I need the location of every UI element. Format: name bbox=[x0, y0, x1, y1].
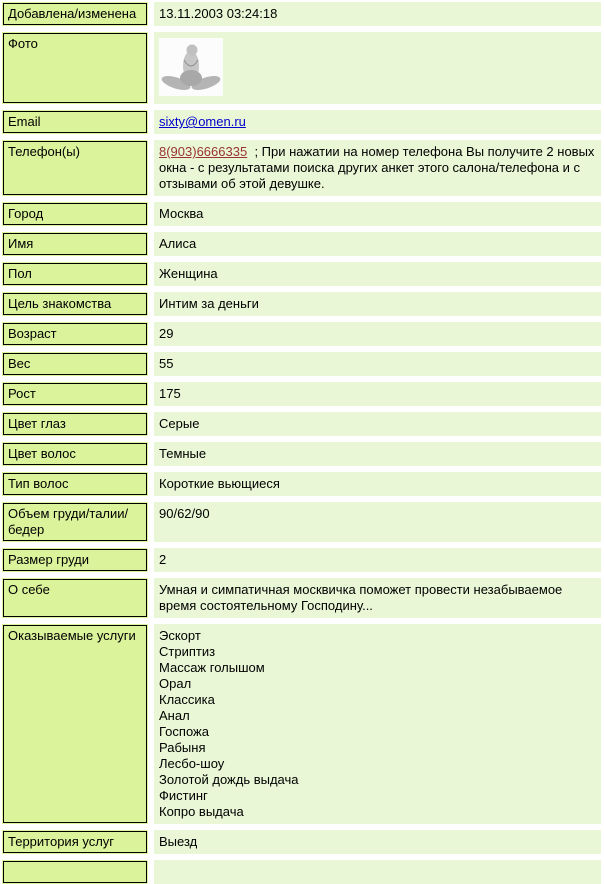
field-label-cell bbox=[2, 292, 148, 316]
field-value bbox=[154, 578, 601, 618]
field-label: Имя bbox=[8, 236, 34, 251]
field-label: Размер груди bbox=[8, 552, 90, 567]
field-label: Телефон(ы) bbox=[8, 144, 80, 159]
field-label-box bbox=[3, 323, 147, 345]
field-label: Объем груди/талии/бедер bbox=[8, 506, 129, 537]
field-label-cell bbox=[2, 624, 148, 824]
service-item: Фистинг bbox=[159, 788, 208, 803]
field-label-box bbox=[3, 579, 147, 617]
service-item: Эскорт bbox=[159, 628, 201, 643]
profile-row bbox=[2, 830, 601, 854]
profile-row bbox=[2, 2, 601, 26]
email-link[interactable]: sixty@omen.ru bbox=[159, 114, 246, 129]
profile-row bbox=[2, 110, 601, 134]
field-value-text: 29 bbox=[159, 326, 174, 341]
field-label: Фото bbox=[8, 36, 38, 51]
field-label-cell bbox=[2, 412, 148, 436]
field-value-text: Умная и симпатичная москвичка поможет провести незабываемое время состоятельному Господину... bbox=[159, 582, 563, 613]
profile-row bbox=[2, 352, 601, 376]
field-label-cell bbox=[2, 322, 148, 346]
field-value bbox=[154, 860, 601, 884]
profile-row bbox=[2, 140, 601, 196]
field-label-box bbox=[3, 625, 147, 823]
field-value bbox=[154, 322, 601, 346]
field-label: Цель знакомства bbox=[8, 296, 112, 311]
field-value bbox=[154, 472, 601, 496]
field-label-cell bbox=[2, 262, 148, 286]
field-label-cell bbox=[2, 232, 148, 256]
field-label-box bbox=[3, 473, 147, 495]
field-label-cell bbox=[2, 442, 148, 466]
profile-row bbox=[2, 412, 601, 436]
field-value-text: Выезд bbox=[159, 834, 198, 849]
service-item: Классика bbox=[159, 692, 215, 707]
field-value bbox=[154, 830, 601, 854]
field-value-text: 175 bbox=[159, 386, 181, 401]
profile-row bbox=[2, 262, 601, 286]
field-value-text: 55 bbox=[159, 356, 174, 371]
profile-row bbox=[2, 548, 601, 572]
field-label: Цвет волос bbox=[8, 446, 76, 461]
service-item: Копро выдача bbox=[159, 804, 244, 819]
profile-row bbox=[2, 472, 601, 496]
phone-link[interactable]: 8(903)6666335 bbox=[159, 144, 248, 159]
field-value-text: Женщина bbox=[159, 266, 218, 281]
field-value bbox=[154, 442, 601, 466]
field-value bbox=[154, 262, 601, 286]
field-value bbox=[154, 352, 601, 376]
profile-row bbox=[2, 578, 601, 618]
field-label: Вес bbox=[8, 356, 31, 371]
profile-row bbox=[2, 382, 601, 406]
field-label-box bbox=[3, 111, 147, 133]
profile-photo-thumbnail[interactable] bbox=[159, 38, 223, 96]
field-value bbox=[154, 548, 601, 572]
field-value-text: 13.11.2003 03:24:18 bbox=[159, 6, 278, 21]
profile-row bbox=[2, 442, 601, 466]
field-value bbox=[154, 412, 601, 436]
field-label-box bbox=[3, 293, 147, 315]
field-label: Тип волос bbox=[8, 476, 69, 491]
field-label-cell bbox=[2, 578, 148, 618]
field-label-cell bbox=[2, 202, 148, 226]
profile-row bbox=[2, 860, 601, 884]
field-label-box bbox=[3, 263, 147, 285]
profile-row bbox=[2, 292, 601, 316]
profile-row bbox=[2, 502, 601, 542]
field-value-text: 90/62/90 bbox=[159, 506, 210, 521]
figurine-photo-thumbnail bbox=[159, 38, 223, 96]
field-label-box bbox=[3, 549, 147, 571]
field-label: Оказываемые услуги bbox=[8, 628, 136, 643]
field-value bbox=[154, 502, 601, 542]
field-value-text: Короткие вьющиеся bbox=[159, 476, 280, 491]
field-value-text: Темные bbox=[159, 446, 207, 461]
service-item: Золотой дождь выдача bbox=[159, 772, 299, 787]
field-label: Возраст bbox=[8, 326, 57, 341]
field-label-cell bbox=[2, 382, 148, 406]
service-item: Рабыня bbox=[159, 740, 206, 755]
field-label-cell bbox=[2, 860, 148, 884]
profile-row bbox=[2, 624, 601, 824]
field-label-cell bbox=[2, 2, 148, 26]
field-label-box bbox=[3, 353, 147, 375]
field-label-cell bbox=[2, 352, 148, 376]
field-value-text: Алиса bbox=[159, 236, 197, 251]
field-label-box bbox=[3, 383, 147, 405]
field-label-cell bbox=[2, 110, 148, 134]
field-value bbox=[154, 292, 601, 316]
field-label-cell bbox=[2, 830, 148, 854]
field-label: Рост bbox=[8, 386, 36, 401]
field-label-cell bbox=[2, 32, 148, 104]
field-label-cell bbox=[2, 502, 148, 542]
field-label-box bbox=[3, 141, 147, 195]
service-item: Орал bbox=[159, 676, 192, 691]
field-value bbox=[154, 32, 601, 104]
service-item: Массаж голышом bbox=[159, 660, 265, 675]
field-value-text: Серые bbox=[159, 416, 200, 431]
field-value bbox=[154, 232, 601, 256]
field-label: О себе bbox=[8, 582, 50, 597]
service-item: Госпожа bbox=[159, 724, 209, 739]
field-label-cell bbox=[2, 140, 148, 196]
service-item: Стриптиз bbox=[159, 644, 216, 659]
field-value-text: Интим за деньги bbox=[159, 296, 259, 311]
field-label-box bbox=[3, 203, 147, 225]
field-label: Цвет глаз bbox=[8, 416, 66, 431]
field-label-box bbox=[3, 503, 147, 541]
field-value bbox=[154, 2, 601, 26]
field-label: Город bbox=[8, 206, 44, 221]
field-value bbox=[154, 382, 601, 406]
field-label: Email bbox=[8, 114, 41, 129]
field-label-box bbox=[3, 33, 147, 103]
field-label-cell bbox=[2, 472, 148, 496]
field-label: Территория услуг bbox=[8, 834, 115, 849]
profile-row bbox=[2, 202, 601, 226]
phone-note: ; При нажатии на номер телефона Вы получите 2 новых окна - с результатами поиска других анкет этого салона/телефона и с отзывами об этой девушке. bbox=[159, 144, 595, 191]
field-value-text: Москва bbox=[159, 206, 204, 221]
field-label: Пол bbox=[8, 266, 32, 281]
field-label: Добавлена/изменена bbox=[8, 6, 137, 21]
service-item: Лесбо-шоу bbox=[159, 756, 225, 771]
service-item: Анал bbox=[159, 708, 190, 723]
field-value-text: 2 bbox=[159, 552, 167, 567]
field-label-box bbox=[3, 831, 147, 853]
profile-row bbox=[2, 232, 601, 256]
profile-row bbox=[2, 322, 601, 346]
field-value bbox=[154, 140, 601, 196]
field-value bbox=[154, 110, 601, 134]
field-value bbox=[154, 202, 601, 226]
field-label-box bbox=[3, 3, 147, 25]
field-label-cell bbox=[2, 548, 148, 572]
profile-row bbox=[2, 32, 601, 104]
field-label-box bbox=[3, 413, 147, 435]
field-label-box bbox=[3, 861, 147, 883]
field-label-box bbox=[3, 443, 147, 465]
field-label-box bbox=[3, 233, 147, 255]
field-value bbox=[154, 624, 601, 824]
